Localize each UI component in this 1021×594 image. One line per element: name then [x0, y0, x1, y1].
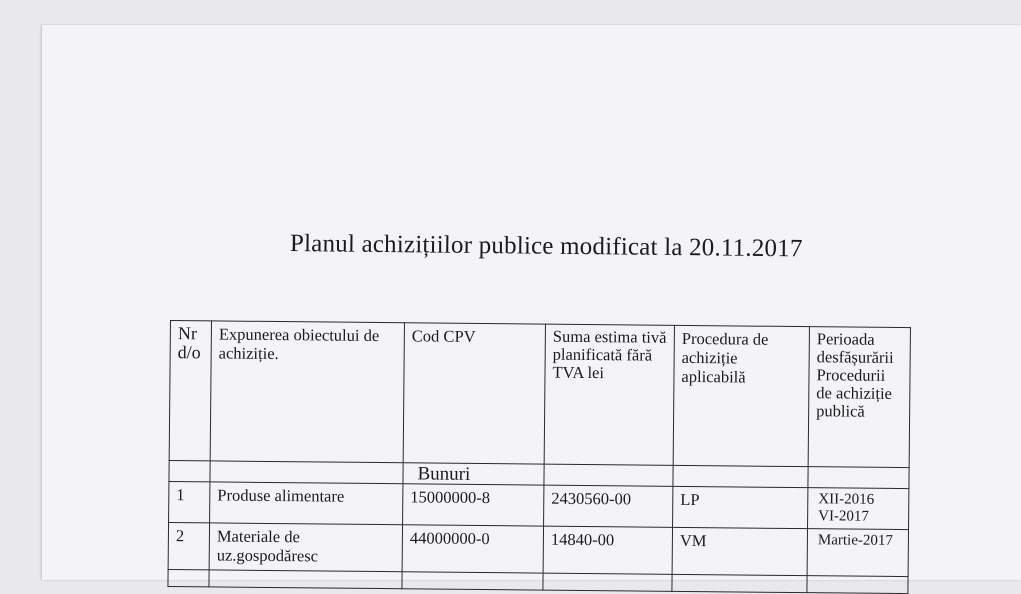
row-nr: 1: [169, 481, 210, 522]
header-suma: Suma estima tivă planificată fără TVA lei: [544, 324, 674, 465]
row-procedura: LP: [673, 486, 808, 528]
header-cod-cpv: Cod CPV: [403, 323, 545, 464]
header-obiect: Expunerea obiectului de achiziție.: [210, 321, 404, 463]
row-cod-cpv: 44000000-0: [402, 525, 543, 573]
section-cell-empty: [673, 465, 808, 487]
row-procedura: VM: [672, 527, 807, 575]
header-procedura: Procedura de achiziție aplicabilă: [673, 325, 809, 466]
row-cell-empty: [672, 574, 807, 592]
document-title: Planul achizițiilor publice modificat la 20.11.2017: [289, 230, 803, 263]
section-cell-empty: [544, 464, 673, 486]
section-cell-empty: [169, 460, 210, 481]
row-cell-empty: [402, 572, 543, 590]
table-row: [168, 522, 908, 576]
row-obiect-line2: uz.gospodăresc: [216, 545, 319, 566]
row-perioada-end: VI-2017: [818, 508, 870, 525]
row-suma: 2430560-00: [544, 485, 673, 527]
row-cell-empty: [807, 576, 908, 594]
row-perioada: Martie-2017: [807, 529, 908, 577]
section-cell-empty: [808, 467, 909, 489]
row-cell-empty: [543, 573, 672, 591]
row-cell-empty: [209, 570, 402, 589]
row-nr: 2: [168, 522, 209, 569]
section-cell-empty: [210, 461, 403, 484]
table-header-row: [169, 321, 910, 468]
section-label: Bunuri: [403, 463, 544, 485]
row-obiect: Produse alimentare: [210, 482, 403, 525]
row-cod-cpv: 15000000-8: [403, 484, 544, 526]
row-obiect-line1: Materiale de: [216, 526, 300, 547]
row-obiect: [209, 523, 402, 572]
row-perioada: [808, 488, 909, 530]
row-suma: 14840-00: [543, 526, 672, 574]
row-perioada-start: XII-2016: [818, 491, 875, 508]
header-perioada: Perioada desfășurării Procedurii de achiziție publică: [808, 327, 910, 468]
row-cell-empty: [168, 569, 209, 586]
table-row: [169, 481, 909, 529]
procurement-plan-table: [167, 320, 911, 594]
header-nr: Nr d/o: [169, 321, 211, 461]
